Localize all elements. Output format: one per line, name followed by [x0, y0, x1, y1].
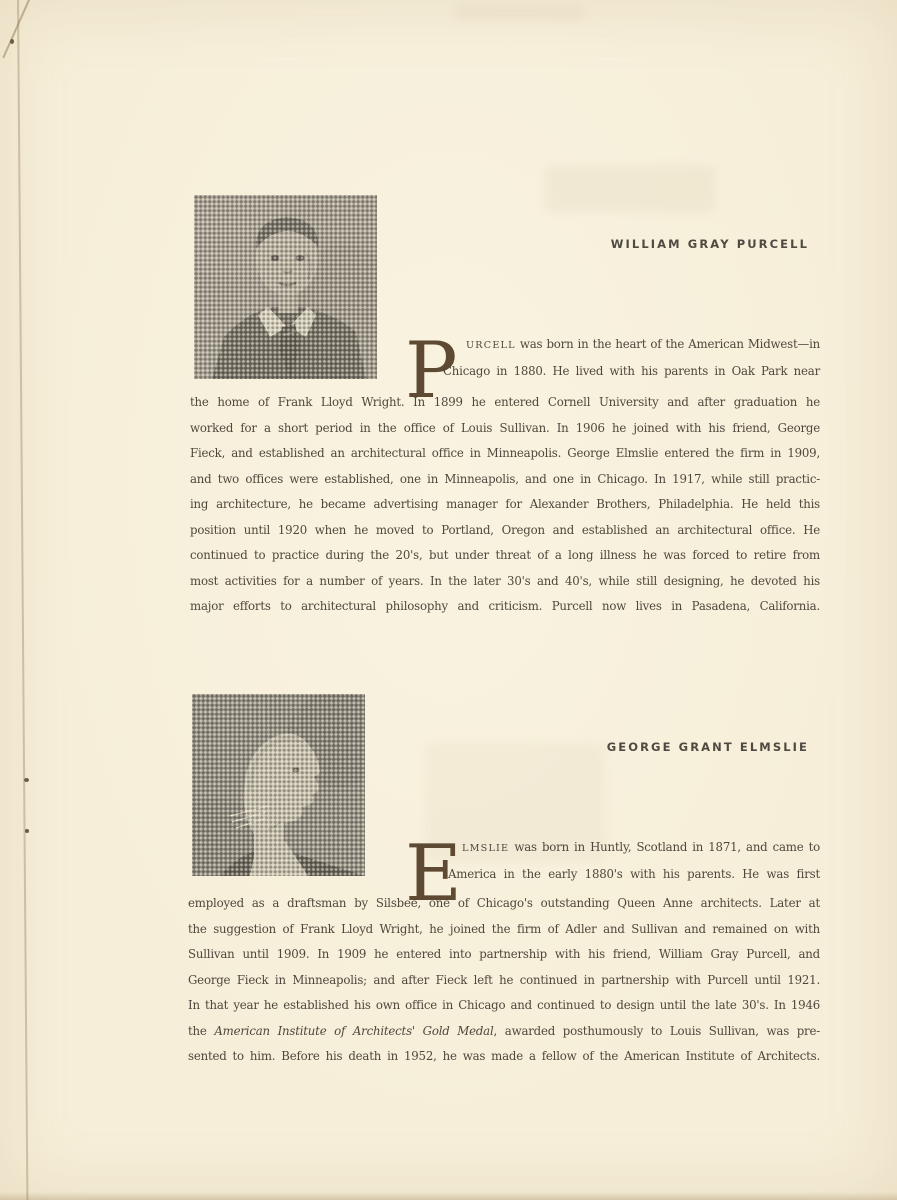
text-line: the suggestion of Frank Lloyd Wright, he joined the firm of Adler and Sullivan and remained on with: [188, 921, 820, 936]
text-line: [462, 840, 820, 854]
text-line: [466, 337, 820, 351]
text-line: worked for a short period in the office of Louis Sullivan. In 1906 he joined with his friend, George: [190, 420, 820, 435]
text-line: most activities for a number of years. In the later 30's and 40's, while still designing, he devoted his: [190, 573, 820, 588]
text-line: sented to him. Before his death in 1952, he was made a fellow of the American Institute of Architects.: [188, 1049, 820, 1063]
purcell-paragraph-body: [190, 390, 820, 620]
corner-crease: [2, 0, 29, 58]
halftone-screen-overlay: [194, 195, 377, 379]
elmslie-heading: GEORGE GRANT ELMSLIE: [606, 740, 809, 754]
text-line: George Fieck in Minneapolis; and after Fieck left he continued in partnership with Purcell until 1921.: [188, 972, 820, 987]
dropcap-P: P: [405, 326, 458, 416]
binding-staple-mark: [24, 778, 29, 782]
text-run: was born in Huntly, Scotland in 1871, and came to: [509, 840, 820, 854]
purcell-portrait-photo: [194, 195, 377, 379]
paper-speck: [10, 39, 14, 44]
elmslie-paragraph-body: [188, 891, 820, 1070]
text-line: ing architecture, he became advertising manager for Alexander Brothers, Philadelphia. He held this: [190, 497, 820, 511]
elmslie-portrait-photo: [192, 694, 365, 876]
show-through-smudge: [455, 6, 585, 19]
text-line: employed as a draftsman by Silsbee, one of Chicago's outstanding Queen Anne architects. Later at: [188, 896, 820, 910]
italic-text-run: American Institute of Architects' Gold Medal: [214, 1023, 494, 1038]
page-bottom-edge-shadow: [0, 1192, 897, 1200]
leading-small-caps: LMSLIE: [462, 843, 510, 854]
text-line: major efforts to architectural philosophy and criticism. Purcell now lives in Pasadena, California.: [190, 599, 820, 613]
purcell-heading: WILLIAM GRAY PURCELL: [610, 237, 809, 251]
text-line: In that year he established his own office in Chicago and continued to design until the late 30's. In 1946: [188, 998, 820, 1012]
text-line: Chicago in 1880. He lived with his parents in Oak Park near: [443, 364, 820, 378]
halftone-screen-overlay: [192, 694, 365, 876]
text-line: [188, 1019, 820, 1045]
leading-small-caps: URCELL: [466, 340, 516, 351]
text-run: the: [188, 1023, 215, 1038]
text-run: was born in the heart of the American Midwest—in: [515, 337, 820, 351]
text-line: and two offices were established, one in Minneapolis, and one in Chicago. In 1917, while still practic-: [190, 471, 820, 486]
text-line: continued to practice during the 20's, but under threat of a long illness he was forced to retire from: [190, 548, 820, 562]
dropcap-E: E: [405, 829, 462, 919]
text-line: America in the early 1880's with his parents. He was first: [448, 867, 820, 881]
text-run: , awarded posthumously to Louis Sullivan, was pre-: [493, 1023, 820, 1038]
text-line: the home of Frank Lloyd Wright. In 1899 he entered Cornell University and after graduation he: [190, 395, 820, 409]
binding-staple-mark: [25, 829, 29, 833]
text-line: Fieck, and established an architectural office in Minneapolis. George Elmslie entered the firm in 1909,: [190, 446, 820, 460]
text-line: position until 1920 when he moved to Portland, Oregon and established an architectural office. He: [190, 522, 820, 537]
text-line: Sullivan until 1909. In 1909 he entered into partnership with his friend, William Gray Purcell, and: [188, 947, 820, 961]
show-through-smudge: [545, 166, 715, 212]
page-binding-edge: [17, 0, 28, 1200]
